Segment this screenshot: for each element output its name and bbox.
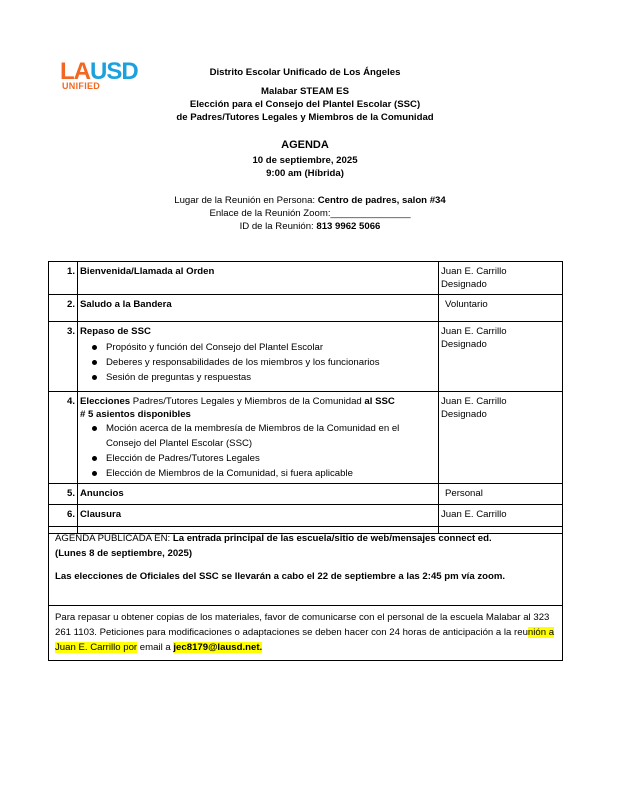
table-row	[49, 262, 563, 295]
list-item: Elección de Miembros de la Comunidad, si fuera aplicable	[106, 466, 436, 481]
item-presenter: Personal	[439, 484, 563, 505]
table-row	[49, 484, 563, 505]
table-row	[49, 295, 563, 322]
item-title: Bienvenida/Llamada al Orden	[78, 262, 439, 295]
item-title: Elecciones Padres/Tutores Legales y Miembros de la Comunidad al SSC	[80, 396, 395, 407]
zoom-line: Enlace de la Reunión Zoom:_______________	[209, 208, 411, 219]
table-row	[49, 322, 563, 392]
list-item: Moción acerca de la membresía de Miembros de la Comunidad en el Consejo del Plantel Escolar (SSC)	[106, 421, 436, 451]
agenda-table	[48, 261, 563, 534]
election-subtitle: de Padres/Tutores Legales y Miembros de la Comunidad	[176, 112, 434, 123]
item-presenter: Juan E. Carrillo Designado	[439, 322, 563, 392]
item-number: 6.	[49, 505, 78, 534]
item-content	[78, 392, 439, 484]
item-presenter: Juan E. Carrillo Designado	[439, 262, 563, 295]
list-item: Sesión de preguntas y respuestas	[106, 370, 436, 385]
item-number: 3.	[49, 322, 78, 392]
school-name: Malabar STEAM ES	[261, 86, 349, 97]
logo-subtext: UNIFIED	[62, 81, 101, 91]
table-row	[49, 392, 563, 484]
contact-notice-box	[48, 605, 563, 661]
item-presenter: Juan E. Carrillo Designado	[439, 392, 563, 484]
item-number: 1.	[49, 262, 78, 295]
item-subtitle: # 5 asientos disponibles	[80, 409, 191, 420]
item-number: 2.	[49, 295, 78, 322]
item-title: Anuncios	[78, 484, 439, 505]
officers-note: Las elecciones de Oficiales del SSC se llevarán a cabo el 22 de septiembre a las 2:45 pm vía zoom.	[55, 571, 506, 582]
list-item: Propósito y función del Consejo del Plantel Escolar	[106, 340, 436, 355]
district-name: Distrito Escolar Unificado de Los Ángeles	[209, 67, 401, 78]
item-number: 5.	[49, 484, 78, 505]
contact-text: Para repasar u obtener copias de los materiales, favor de comunicarse con el personal de la escuela Malabar al 323 261 1103. Peticiones para modificaciones o adaptaciones se deben hacer con 24 horas de anticipación a la reunión a Juan E. Carrillo por email a jec8179@lausd.net.	[55, 612, 555, 653]
logo-wordmark: LAUSD	[60, 58, 138, 85]
posted-date: (Lunes 8 de septiembre, 2025)	[55, 548, 193, 559]
item-content	[78, 322, 439, 392]
item-presenter: Juan E. Carrillo	[439, 505, 563, 534]
posted-location: AGENDA PUBLICADA EN: La entrada principal de las escuela/sitio de web/mensajes connect ed.	[55, 533, 492, 544]
item-presenter: Voluntario	[439, 295, 563, 322]
item-number: 4.	[49, 392, 78, 484]
meeting-time: 9:00 am (Híbrida)	[266, 168, 344, 179]
location-line: Lugar de la Reunión en Persona: Centro de padres, salon #34	[174, 195, 446, 206]
meeting-id-line: ID de la Reunión: 813 9962 5066	[239, 221, 381, 232]
meeting-date: 10 de septiembre, 2025	[252, 155, 358, 166]
list-item: Elección de Padres/Tutores Legales	[106, 451, 436, 466]
contact-email: jec8179@lausd.net.	[173, 642, 263, 653]
election-title: Elección para el Consejo del Plantel Escolar (SSC)	[189, 99, 421, 110]
posted-notice-box	[48, 526, 563, 605]
list-item: Deberes y responsabilidades de los miembros y los funcionarios	[106, 355, 436, 370]
item-title: Clausura	[78, 505, 439, 534]
item-title: Repaso de SSC	[80, 326, 151, 337]
agenda-title: AGENDA	[281, 139, 329, 151]
item-title: Saludo a la Bandera	[78, 295, 439, 322]
